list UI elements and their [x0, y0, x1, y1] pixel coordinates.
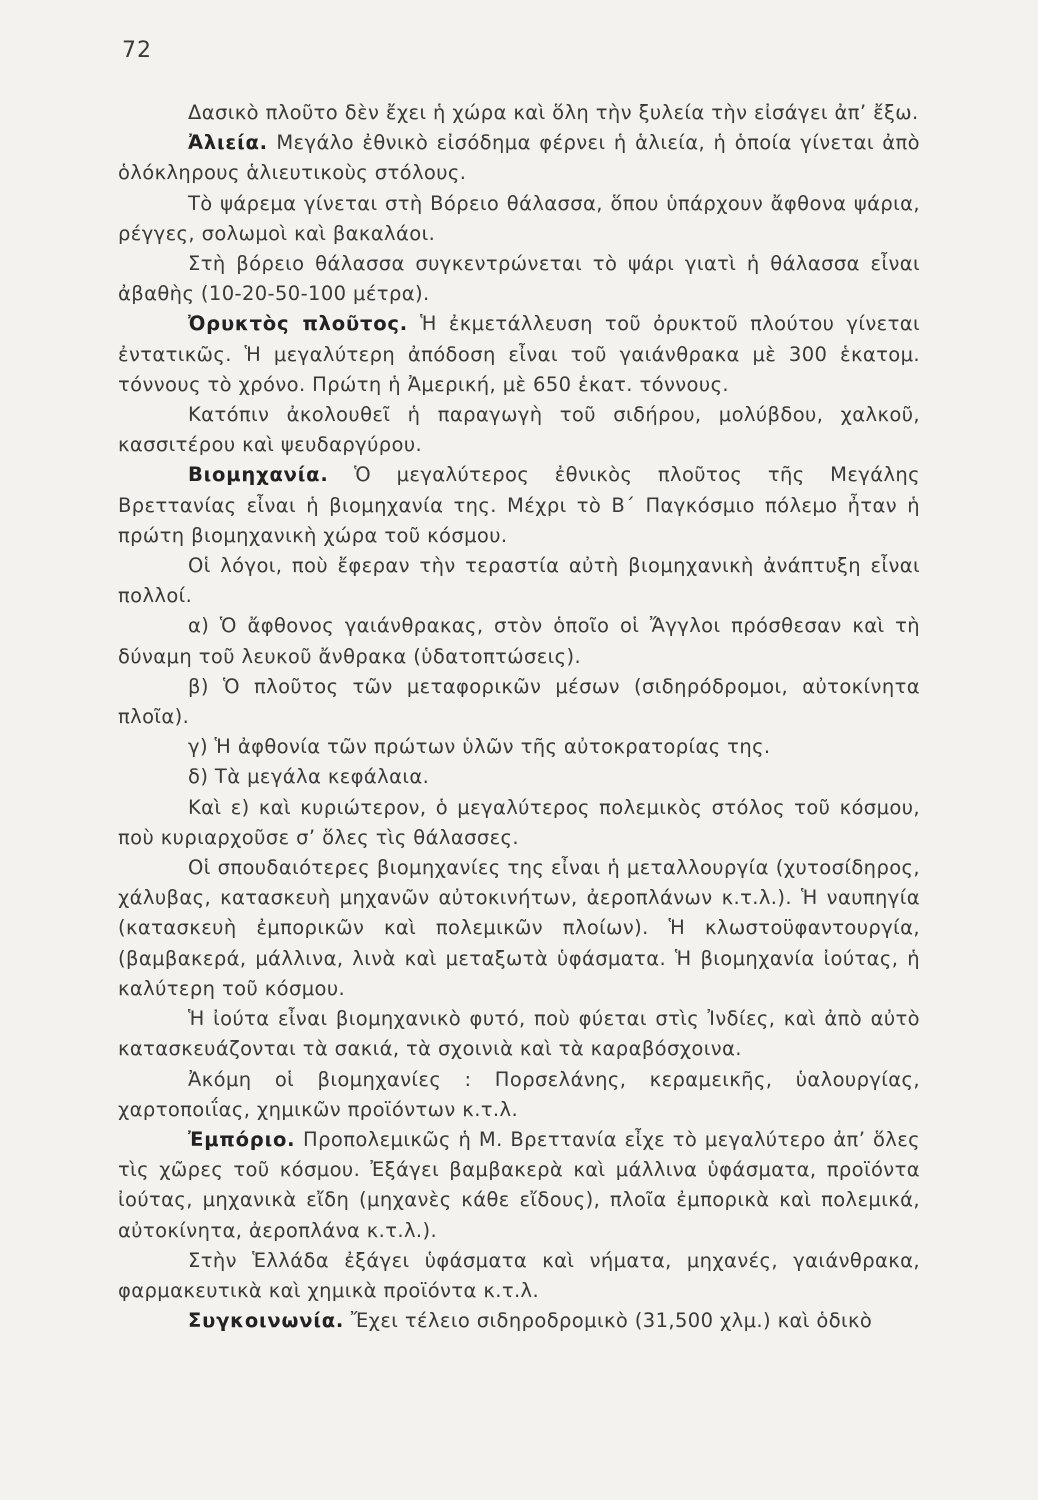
- paragraph-fishing-depth: Στὴ βόρειο θάλασσα συγκεντρώνεται τὸ ψάρι γιατὶ ἡ θάλασσα εἶναι ἀβαθὴς (10-20-50-100 μέτρα).: [118, 252, 920, 306]
- paragraph-main-industries: Οἱ σπουδαιότερες βιομηχανίες της εἶναι ἡ μεταλλουργία (χυτοσίδηρος, χάλυβας, κατασκευὴ μηχανῶν αὐτοκινήτων, ἀεροπλάνων κ.τ.λ.). Ἡ ναυπηγία (κατασκευὴ ἐμπορικῶν καὶ πολεμικῶν πλοίων). Ἡ κλωστοϋφαντουργία, (βαμβακερά, μάλλινα, λινὰ καὶ μεταξωτὰ ὑφάσματα. Ἡ βιομηχανία ἰούτας, ἡ καλύτερη τοῦ κόσμου.: [118, 856, 920, 1000]
- paragraph-jute: Ἡ ἰούτα εἶναι βιομηχανικὸ φυτό, ποὺ φύεται στὶς Ἰνδίες, καὶ ἀπὸ αὐτὸ κατασκευάζονται τὰ σακιά, τὰ σχοινιὰ καὶ τὰ καραβόσχοινα.: [118, 1007, 920, 1061]
- paragraph-forestry: Δασικὸ πλοῦτο δὲν ἔχει ἡ χώρα καὶ ὅλη τὴν ξυλεία τὴν εἰσάγει ἀπ’ ἔξω.: [188, 101, 919, 124]
- paragraph-metals: Κατόπιν ἀκολουθεῖ ἡ παραγωγὴ τοῦ σιδήρου, μολύβδου, χαλκοῦ, κασσιτέρου καὶ ψευδαργύρου.: [118, 403, 920, 457]
- paragraph-transport: Συγκοινωνία. Ἔχει τέλειο σιδηροδρομικὸ (31,500 χλμ.) καὶ ὁδικὸ: [188, 1309, 873, 1333]
- section-heading-industry: Βιομηχανία.: [188, 463, 329, 487]
- section-heading-minerals: Ὀρυκτὸς πλοῦτος.: [188, 312, 408, 336]
- list-item-d: δ) Τὰ μεγάλα κεφάλαια.: [188, 765, 430, 789]
- section-heading-trade: Ἐμπόριο.: [188, 1127, 296, 1151]
- paragraph-minerals: Ὀρυκτὸς πλοῦτος. Ἡ ἐκμετάλλευση τοῦ ὀρυκτοῦ πλούτου γίνεται ἐντατικῶς. Ἡ μεγαλύτερη ἀπόδοση εἶναι τοῦ γαιάνθρακα μὲ 300 ἑκατομ. τόννους τὸ χρόνο. Πρώτη ἡ Ἀμερική, μὲ 650 ἑκατ. τόννους.: [118, 312, 920, 396]
- paragraph-other-industries: Ἀκόμη οἱ βιομηχανίες : Πορσελάνης, κεραμεικῆς, ὑαλουργίας, χαρτοποιΐας, χημικῶν προϊόντων κ.τ.λ.: [118, 1067, 920, 1121]
- paragraph-fishing-north-sea: Τὸ ψάρεμα γίνεται στὴ Βόρειο θάλασσα, ὅπου ὑπάρχουν ἄφθονα ψάρια, ρέγγες, σολωμοὶ καὶ βακαλάοι.: [118, 191, 920, 245]
- paragraph-reasons: Οἱ λόγοι, ποὺ ἔφεραν τὴν τεραστία αὐτὴ βιομηχανικὴ ἀνάπτυξη εἶναι πολλοί.: [118, 554, 920, 608]
- paragraph-fishing: Ἀλιεία. Μεγάλο ἐθνικὸ εἰσόδημα φέρνει ἡ ἁλιεία, ἡ ὁποία γίνεται ἀπὸ ὁλόκληρους ἁλιευτικοὺς στόλους.: [118, 131, 920, 185]
- list-item-b: β) Ὁ πλοῦτος τῶν μεταφορικῶν μέσων (σιδηρόδρομοι, αὐτοκίνητα πλοῖα).: [118, 674, 920, 729]
- paragraph-trade: Ἐμπόριο. Προπολεμικῶς ἡ Μ. Βρεττανία εἶχε τὸ μεγαλύτερο ἀπ’ ὅλες τὶς χῶρες τοῦ κόσμου. Ἐξάγει βαμβακερὰ καὶ μάλλινα ὑφάσματα, προϊόντα ἰούτας, μηχανικὰ εἴδη (μηχανὲς κάθε εἴδους), πλοῖα ἐμπορικὰ καὶ πολεμικά, αὐτοκίνητα, ἀεροπλάνα κ.τ.λ.).: [118, 1127, 920, 1242]
- list-item-a: α) Ὁ ἄφθονος γαιάνθρακας, στὸν ὁποῖο οἱ Ἄγγλοι πρόσθεσαν καὶ τὴ δύναμη τοῦ λευκοῦ ἄνθρακα (ὑδατοπτώσεις).: [118, 614, 920, 668]
- paragraph-exports-greece: Στὴν Ἑλλάδα ἐξάγει ὑφάσματα καὶ νήματα, μηχανές, γαιάνθρακα, φαρμακευτικὰ καὶ χημικὰ προϊόντα κ.τ.λ.: [118, 1248, 920, 1302]
- list-item-e: Καὶ ε) καὶ κυριώτερον, ὁ μεγαλύτερος πολεμικὸς στόλος τοῦ κόσμου, ποὺ κυριαρχοῦσε σ’ ὅλες τὶς θάλασσες.: [118, 795, 920, 849]
- paragraph-industry: Βιομηχανία. Ὁ μεγαλύτερος ἐθνικὸς πλοῦτος τῆς Μεγάλης Βρεττανίας εἶναι ἡ βιομηχανία της. Μέχρι τὸ Β΄ Παγκόσμιο πόλεμο ἦταν ἡ πρώτη βιομηχανικὴ χώρα τοῦ κόσμου.: [118, 463, 920, 547]
- page-number: 72: [122, 38, 152, 63]
- body-text: [118, 98, 920, 1336]
- list-item-c: γ) Ἡ ἀφθονία τῶν πρώτων ὑλῶν τῆς αὐτοκρατορίας της.: [188, 735, 771, 759]
- section-heading-fishing: Ἀλιεία.: [188, 131, 268, 155]
- section-heading-transport: Συγκοινωνία.: [188, 1309, 345, 1333]
